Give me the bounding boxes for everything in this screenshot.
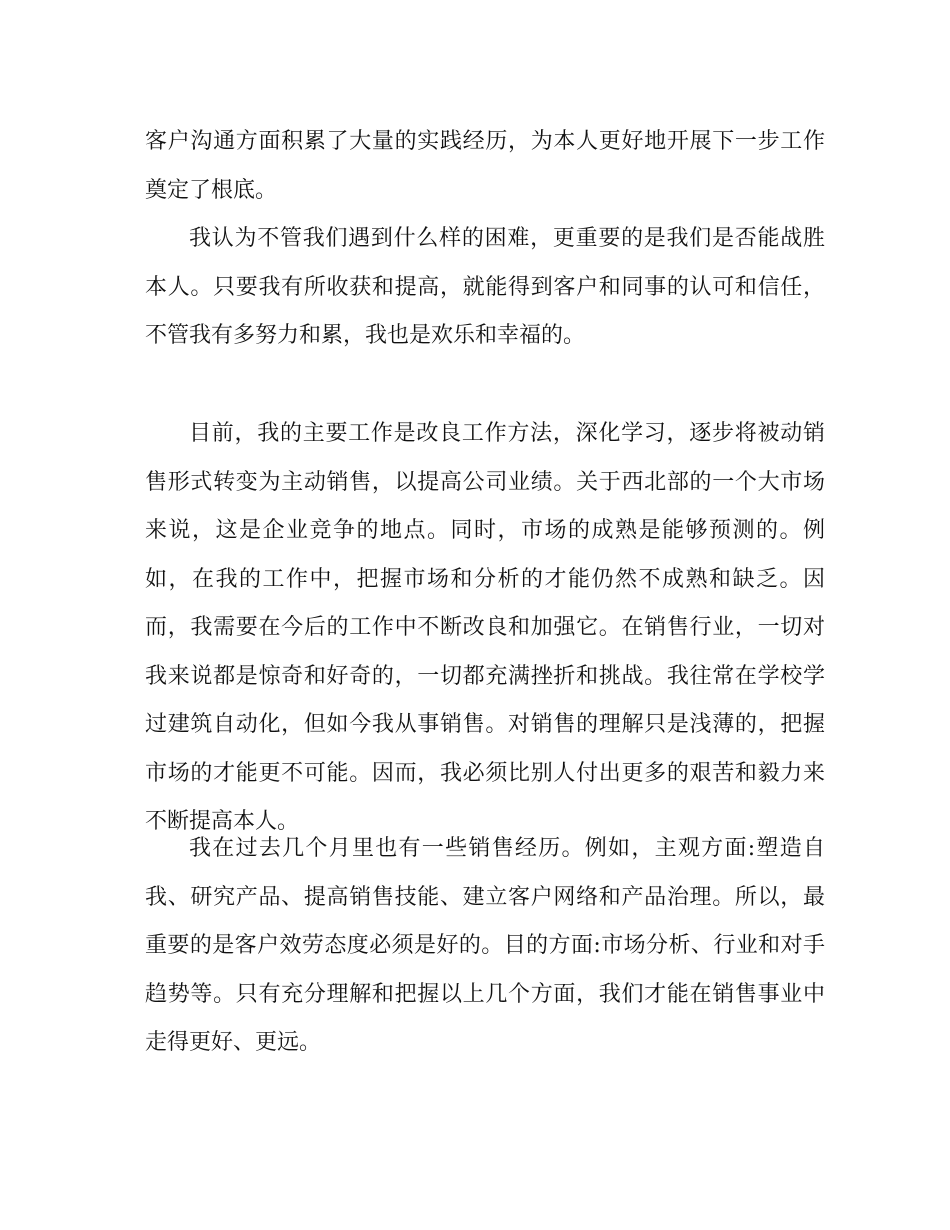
paragraph-sales-experience: 我在过去几个月里也有一些销售经历。例如，主观方面:塑造自我、研究产品、提高销售技能、建立客户网络和产品治理。所以，最重要的是客户效劳态度必须是好的。目的方面:市场分析、行业和对手趋势等。只有充分理解和把握以上几个方面，我们才能在销售事业中走得更好、更远。 — [145, 836, 825, 1055]
paragraph-current-work: 目前，我的主要工作是改良工作方法，深化学习，逐步将被动销售形式转变为主动销售，以提高公司业绩。关于西北部的一个大市场来说，这是企业竞争的地点。同时，市场的成熟是能够预测的。例如，在我的工作中，把握市场和分析的才能仍然不成熟和缺乏。因而，我需要在今后的工作中不断改良和加强它。在销售行业，一切对我来说都是惊奇和好奇的，一切都充满挫折和挑战。我往常在学校学过建筑自动化，但如今我从事销售。对销售的理解只是浅薄的，把握市场的才能更不可能。因而，我必须比别人付出更多的艰苦和毅力来不断提高本人。 — [145, 421, 825, 834]
paragraph-continued-from-previous-page: 客户沟通方面积累了大量的实践经历，为本人更好地开展下一步工作奠定了根底。 — [145, 129, 825, 203]
paragraph-overcoming-difficulties: 我认为不管我们遇到什么样的困难，更重要的是我们是否能战胜本人。只要我有所收获和提高，就能得到客户和同事的认可和信任，不管我有多努力和累，我也是欢乐和幸福的。 — [145, 226, 825, 348]
